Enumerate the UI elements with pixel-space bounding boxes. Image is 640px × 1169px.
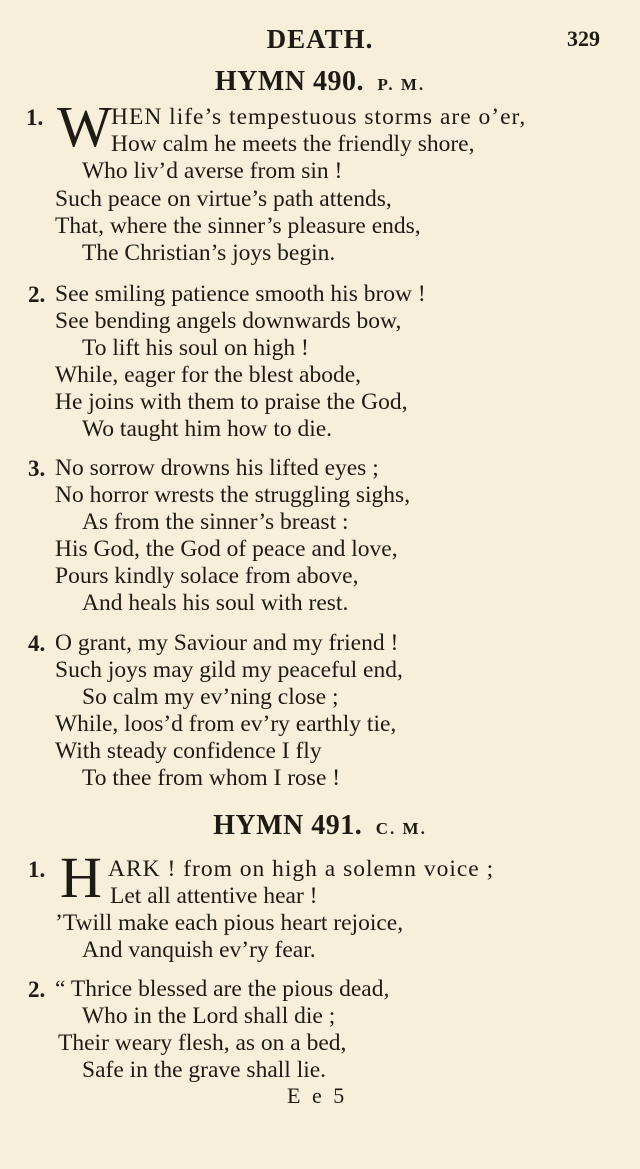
verse-line: No sorrow drowns his lifted eyes ; [55, 455, 379, 481]
verse-line: ’Twill make each pious heart rejoice, [55, 910, 404, 936]
verse-line: While, eager for the blest abode, [55, 362, 362, 388]
verse-line: So calm my ev’ning close ; [82, 684, 339, 710]
verse-line: Such peace on virtue’s path attends, [55, 186, 392, 212]
hymn-491-heading [0, 810, 640, 842]
signature-mark: E e 5 [287, 1083, 348, 1108]
verse-line: Let all attentive hear ! [110, 883, 318, 909]
verse-line: To thee from whom I rose ! [82, 765, 341, 791]
hymn-title: HYMN 490. [214, 66, 365, 97]
stanza-number: 3. [28, 456, 46, 481]
verse-line: Who in the Lord shall die ; [82, 1003, 336, 1029]
hymn-meter: C. M. [375, 819, 427, 838]
running-head [0, 24, 640, 58]
verse-line: Safe in the grave shall lie. [82, 1057, 327, 1083]
verse-line: See smiling patience smooth his brow ! [55, 281, 426, 307]
page-number: 329 [567, 26, 600, 51]
verse-line: How calm he meets the friendly shore, [111, 131, 475, 157]
verse-line: With steady confidence I fly [55, 738, 322, 764]
drop-capital: W [57, 94, 112, 159]
verse-line: ARK ! from on high a solemn voice ; [108, 856, 495, 882]
verse-line: While, loos’d from ev’ry earthly tie, [55, 711, 397, 737]
stanza-number: 4. [28, 631, 46, 656]
stanza-number: 1. [28, 857, 46, 882]
drop-capital: H [60, 845, 102, 910]
verse-line: And heals his soul with rest. [82, 590, 349, 616]
verse-line: The Christian’s joys begin. [82, 240, 336, 266]
verse-line: Their weary flesh, as on a bed, [58, 1030, 347, 1056]
section-title: DEATH. [266, 24, 374, 54]
verse-line: As from the sinner’s breast : [82, 509, 349, 535]
verse-line: HEN life’s tempestuous storms are o’er, [111, 104, 527, 130]
verse-line: Such joys may gild my peaceful end, [55, 657, 403, 683]
verse-line: Who liv’d averse from sin ! [82, 158, 343, 184]
stanza-number: 1. [26, 105, 44, 130]
verse-line: Pours kindly solace from above, [55, 563, 359, 589]
verse-line: O grant, my Saviour and my friend ! [55, 630, 399, 656]
hymn-meter: P. M. [377, 75, 426, 94]
verse-line: To lift his soul on high ! [82, 335, 309, 361]
stanza-number: 2. [28, 282, 46, 307]
verse-line: See bending angels downwards bow, [55, 308, 402, 334]
verse-line: Wo taught him how to die. [82, 416, 333, 442]
stanza-number: 2. [28, 977, 46, 1002]
verse-line: “ Thrice blessed are the pious dead, [55, 976, 390, 1002]
verse-line: No horror wrests the struggling sighs, [55, 482, 411, 508]
hymn-title: HYMN 491. [213, 810, 363, 841]
verse-line: And vanquish ev’ry fear. [82, 937, 316, 963]
verse-line: He joins with them to praise the God, [55, 389, 408, 415]
verse-line: His God, the God of peace and love, [55, 536, 398, 562]
verse-line: That, where the sinner’s pleasure ends, [55, 213, 421, 239]
